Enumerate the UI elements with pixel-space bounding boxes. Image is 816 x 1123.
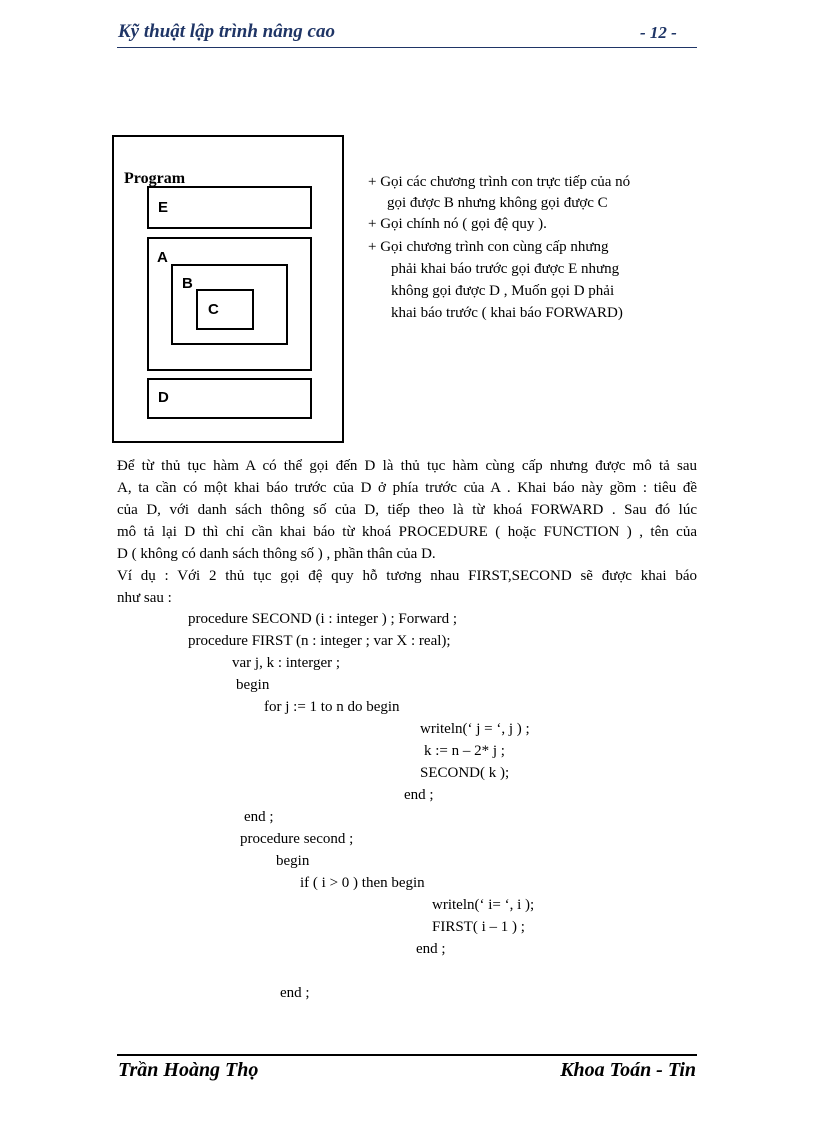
note-line: phải khai báo trước gọi được E nhưng [391, 261, 620, 277]
note-line: + Gọi chương trình con cùng cấp nhưng [368, 239, 609, 255]
paragraph-line: mô tả lại D thì chỉ cần khai báo từ khoá PROCEDURE ( hoặc FUNCTION ) , tên của [117, 524, 697, 540]
code-line: end ; [416, 941, 446, 957]
footer-author: Trần Hoàng Thọ [118, 1059, 259, 1081]
note-line: + Gọi các chương trình con trực tiếp của nó [368, 174, 631, 190]
code-line: end ; [280, 985, 310, 1001]
code-line: begin [276, 853, 310, 869]
footer-rule [117, 1054, 697, 1056]
code-line: writeln(‘ j = ‘, j ) ; [420, 721, 530, 737]
page-number: - 12 - [640, 23, 677, 42]
body-paragraph [117, 455, 697, 609]
code-line: var j, k : interger ; [232, 655, 341, 671]
code-line: end ; [404, 787, 434, 803]
paragraph-line: của D, với danh sách thông số của D, tiếp theo là từ khoá FORWARD . Sau đó lúc [117, 502, 697, 518]
program-label: Program [124, 170, 186, 187]
note-line: khai báo trước ( khai báo FORWARD) [391, 305, 623, 321]
box-e-label: E [158, 199, 169, 216]
box-e [147, 186, 312, 229]
code-line: procedure second ; [240, 831, 354, 847]
box-d-label: D [158, 389, 169, 406]
paragraph-line: A, ta cần có một khai báo trước của D ở phía trước của A . Khai báo này gồm : tiêu đề [117, 480, 697, 496]
header-rule [117, 47, 697, 48]
box-c [196, 289, 254, 330]
box-b-label: B [182, 275, 193, 292]
note-line: + Gọi chính nó ( gọi đệ quy ). [368, 216, 547, 232]
code-line: procedure FIRST (n : integer ; var X : real); [188, 633, 451, 649]
footer-department: Khoa Toán - Tin [560, 1059, 696, 1081]
code-line: if ( i > 0 ) then begin [300, 875, 425, 891]
code-line: k := n – 2* j ; [424, 743, 505, 759]
code-line: FIRST( i – 1 ) ; [432, 919, 525, 935]
box-c-label: C [208, 301, 219, 318]
box-a-label: A [157, 249, 168, 266]
code-line: procedure SECOND (i : integer ) ; Forward ; [188, 611, 458, 627]
header-title: Kỹ thuật lập trình nâng cao [118, 21, 335, 42]
box-d [147, 378, 312, 419]
example-intro-line: Ví dụ : Với 2 thủ tục gọi đệ quy hỗ tương nhau FIRST,SECOND sẽ được khai báo [117, 568, 697, 584]
paragraph-line: D ( không có danh sách thông số ) , phần thân của D. [117, 546, 436, 562]
code-line: for j := 1 to n do begin [264, 699, 400, 715]
note-line: gọi được B nhưng không gọi được C [387, 195, 608, 211]
code-line: begin [236, 677, 270, 693]
note-line: không gọi được D , Muốn gọi D phải [391, 283, 615, 299]
code-line: end ; [244, 809, 274, 825]
example-intro-line: như sau : [117, 590, 172, 606]
code-line: SECOND( k ); [420, 765, 510, 781]
code-line: writeln(‘ i= ‘, i ); [432, 897, 535, 913]
paragraph-line: Để từ thủ tục hàm A có thể gọi đến D là thủ tục hàm cùng cấp nhưng được mô tả sau [117, 458, 697, 474]
